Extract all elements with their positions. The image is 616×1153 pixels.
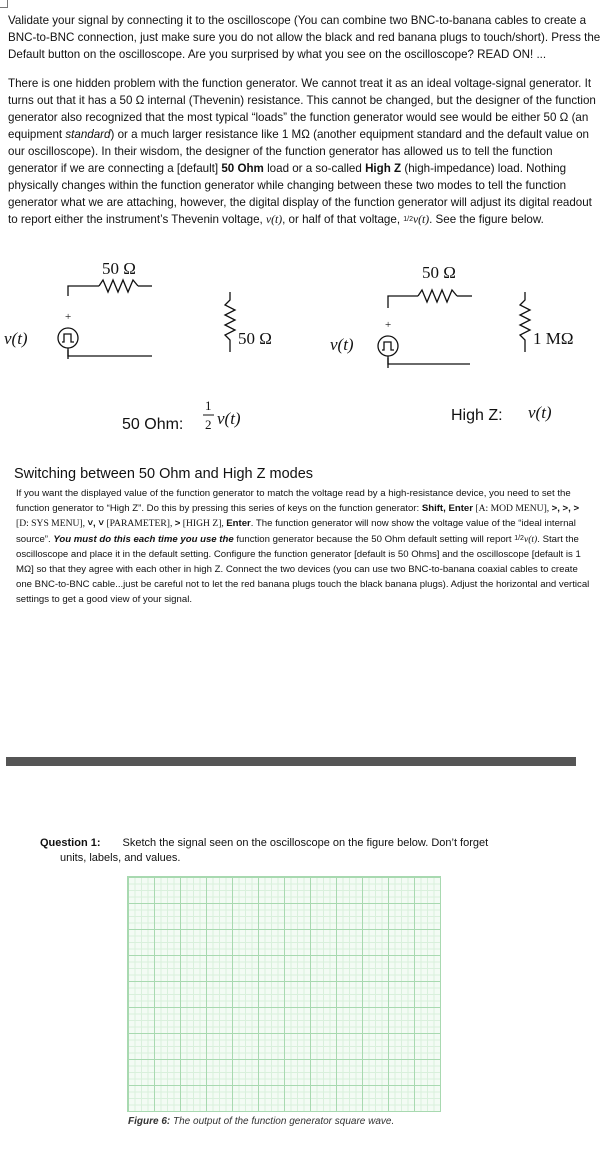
p2-standard: standard	[65, 128, 111, 141]
p2-vt: v(t)	[266, 213, 283, 226]
question-1	[40, 836, 560, 866]
left-source-pulse	[62, 334, 74, 342]
s-k7: >	[174, 518, 181, 529]
left-caption-label: 50 Ohm:	[122, 416, 184, 433]
left-source-circle	[58, 328, 78, 348]
left-resistor-top	[99, 280, 138, 292]
right-caption-label: High Z:	[451, 407, 503, 424]
figure-caption	[128, 1116, 394, 1127]
s-t1: If you want the displayed value of the function generator to match the voltage read by a high-resistance device, you need to set the function generator to “High Z”. Do this by pressing this series of keys on the function generator:	[16, 488, 571, 514]
s-t2: . The function generator will now show the voltage value of the “ideal internal source”.	[16, 518, 576, 545]
right-plus-sign: +	[385, 319, 392, 331]
right-source-label: v(t)	[330, 335, 354, 354]
question-text: Sketch the signal seen on the oscilloscope on the figure below. Don’t forget	[122, 837, 489, 849]
left-top-res-label: 50 Ω	[102, 259, 136, 278]
right-caption-v: v(t)	[528, 403, 552, 422]
s-k9: Enter	[226, 518, 251, 529]
question-label: Question 1:	[40, 837, 101, 849]
left-caption-frac-den: 2	[205, 417, 212, 432]
p2-50ohm: 50 Ohm	[221, 162, 264, 175]
right-resistor-top	[418, 290, 457, 302]
right-wire-top	[388, 296, 418, 308]
right-source-circle	[378, 336, 398, 356]
figure-label: Figure 6:	[128, 1116, 171, 1127]
right-load-label: 1 MΩ	[533, 329, 574, 348]
right-wire-bottom	[388, 356, 470, 364]
s-k4: [D: SYS MENU],	[16, 518, 88, 529]
p2-text-f: . See the figure below.	[429, 213, 544, 226]
left-load-resistor	[225, 292, 235, 352]
p2-text-b: ) or a much larger resistance like 1 MΩ (another equipment standard and the default value on our oscilloscope). In their wisdom, the designer of the function generator has allowed us to tell the function generator if we are connecting a [default]	[8, 128, 589, 175]
left-plus-sign: +	[65, 311, 72, 323]
right-source-pulse	[382, 342, 394, 350]
s-k6: [PARAMETER],	[103, 518, 175, 529]
intro-paragraph-1: Validate your signal by connecting it to the oscilloscope (You can combine two BNC-to-banana cables to create a BNC-to-BNC connection, just make sure you do not allow the black and red banana plugs to touch/short). Press the Default button on the oscilloscope. Are you surprised by what you see on the oscilloscope? READ ON! ...	[8, 14, 601, 61]
left-caption-v: v(t)	[217, 409, 241, 428]
p2-text-d: (high-impedance) load. Nothing physically changes within the function generator while changing between these two modes to tell the function generator what we are attaching, however, the digital display of the function generator will adjust its digital readout to report either the instrument’s Thevenin voltage,	[8, 162, 592, 226]
right-load-resistor	[520, 292, 530, 352]
section-paragraph	[16, 486, 592, 607]
left-load-label: 50 Ω	[238, 329, 272, 348]
p2-highz: High Z	[365, 162, 402, 175]
left-caption-frac-num: 1	[205, 398, 212, 413]
p2-vt2: v(t)	[413, 213, 430, 226]
section-title: Switching between 50 Ohm and High Z modes	[14, 466, 314, 482]
p2-text-a: There is one hidden problem with the function generator. We cannot treat it as an ideal voltage-signal generator. It turns out that it has a 50 Ω internal (Thevenin) resistance. This cannot be changed, but the designer of the function generator also recognized that the most typical “loads” the function generator would see would be either 50 Ω (an equipment	[8, 77, 596, 141]
intro-paragraph-2	[8, 75, 604, 228]
separator-bar	[6, 757, 576, 766]
page-corner-mark	[0, 0, 8, 8]
p2-text-e: , or half of that voltage,	[282, 213, 404, 226]
right-top-res-label: 50 Ω	[422, 263, 456, 282]
s-t2-em: You must do this each time you use the	[53, 534, 234, 545]
s-k8: [HIGH Z],	[180, 518, 227, 529]
circuit-diagram	[0, 252, 616, 452]
s-k5: ˅, ˅	[87, 518, 104, 529]
s-t3: function generator because the 50 Ohm default setting will report	[233, 534, 515, 545]
s-k3: >, >, >	[551, 503, 580, 514]
graph-paper-grid[interactable]	[127, 876, 441, 1112]
question-text-2: units, labels, and values.	[60, 852, 181, 864]
s-t4: . Start the oscilloscope and place it in the default setting. Configure the function generator [default is 50 Ohms] and the oscilloscope [default is 1 MΩ] so that they agree with each other in high Z. Connect the two devices (you can use two BNC-to-banana coaxial cables to create one BNC-to-BNC cable...just be careful not to let the red banana plugs touch the black banana plugs). Adjust the horizontal and vertical settings to get a good view of your signal.	[16, 534, 590, 605]
left-wire-top	[68, 286, 99, 296]
p2-half: 1/2	[403, 216, 414, 223]
s-k2: [A: MOD MENU],	[472, 503, 552, 514]
p2-text-c: load or a so-called	[263, 162, 366, 175]
s-k1: Shift, Enter	[421, 503, 473, 514]
s-t3-v: v(t)	[523, 534, 538, 545]
s-t3-frac: 1/2	[514, 535, 524, 542]
figure-caption-text: The output of the function generator square wave.	[170, 1116, 395, 1127]
left-source-label: v(t)	[4, 329, 28, 348]
left-wire-bottom	[68, 348, 152, 356]
